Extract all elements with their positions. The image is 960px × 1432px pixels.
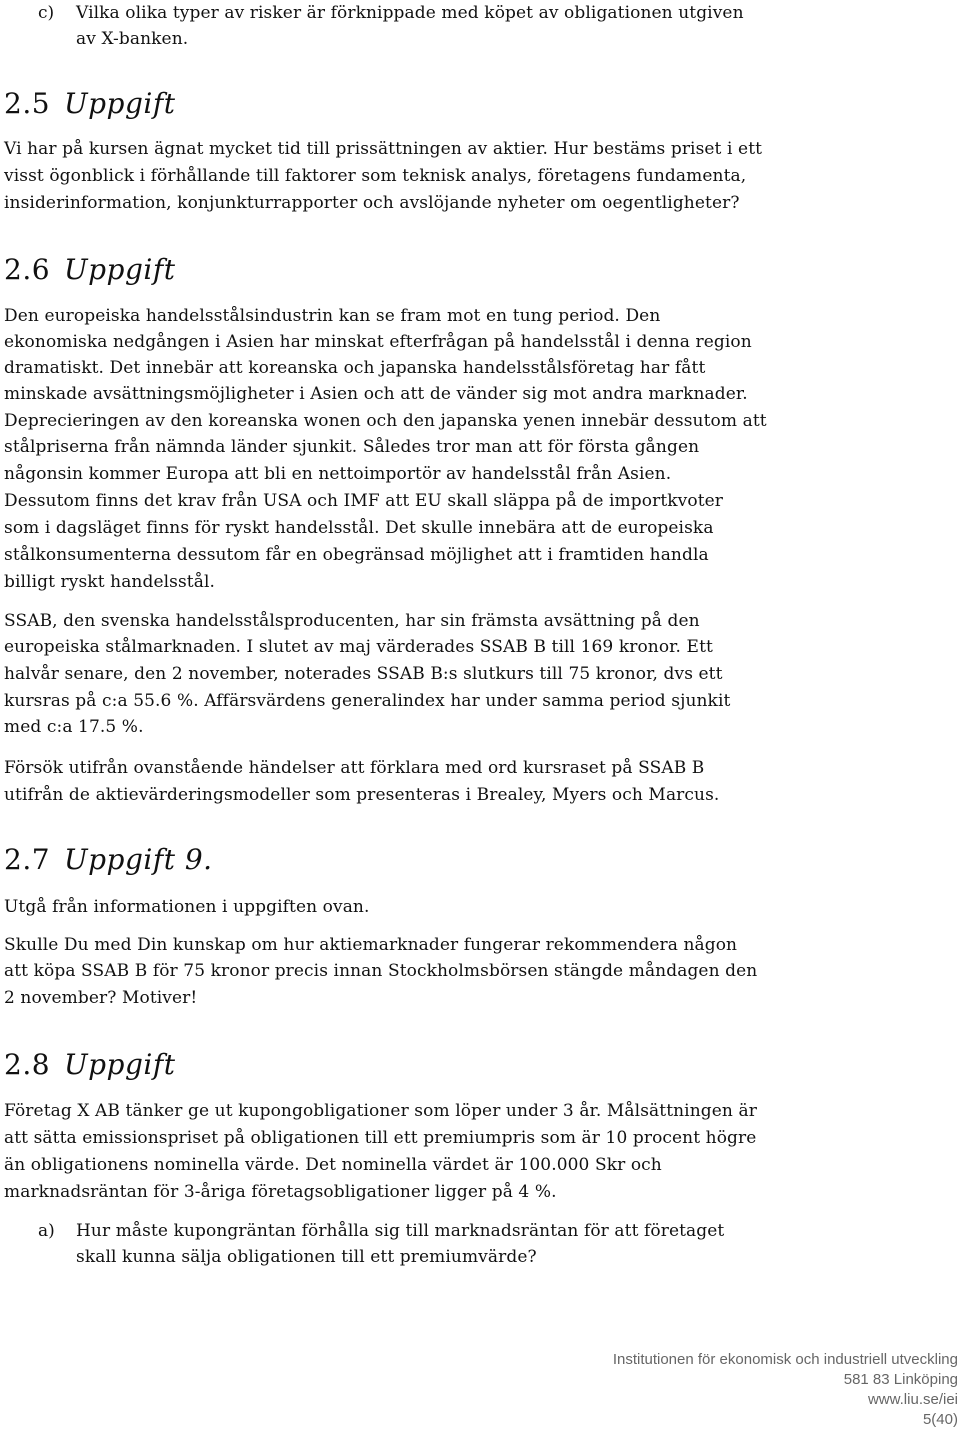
footer-page-number: 5(40) (922, 1411, 958, 1428)
section-2-6-p1-line: dramatiskt. Det innebär att koreanska och japanska handelsstålsföretag har fått (4, 358, 706, 378)
section-2-6-p1-line: billigt ryskt handelsstål. (4, 572, 216, 592)
section-2-8-p1-line: än obligationens nominella värde. Det nominella värdet är 100.000 Skr och (4, 1155, 662, 1175)
footer-institution: Institutionen för ekonomisk och industriell utveckling (612, 1351, 958, 1368)
section-2-5-line: visst ögonblick i förhållande till faktorer som teknisk analys, företagens fundamenta, (4, 166, 747, 186)
item-a-marker: a) (38, 1221, 55, 1241)
section-2-8-heading (4, 1047, 175, 1083)
section-2-5-line: insiderinformation, konjunkturrapporter och avslöjande nyheter om oegentligheter? (4, 193, 740, 213)
section-2-7-p2-line: 2 november? Motiver! (4, 988, 198, 1008)
item-c-marker: c) (38, 3, 55, 23)
section-2-6-p2-line: europeiska stålmarknaden. I slutet av maj värderades SSAB B till 169 kronor. Ett (4, 637, 713, 657)
section-2-5-line: Vi har på kursen ägnat mycket tid till prissättningen av aktier. Hur bestäms priset i ett (4, 139, 763, 159)
section-2-6-p1-line: stålpriserna från nämnda länder sjunkit. Således tror man att för första gången (4, 437, 700, 457)
section-2-8-p1-line: marknadsräntan för 3-åriga företagsobligationer ligger på 4 %. (4, 1182, 557, 1202)
section-2-6-p1-line: Den europeiska handelsstålsindustrin kan se fram mot en tung period. Den (4, 306, 661, 326)
section-2-7-p2-line: att köpa SSAB B för 75 kronor precis innan Stockholmsbörsen stängde måndagen den (4, 961, 758, 981)
section-number: 2.6 (4, 253, 51, 286)
section-number: 2.8 (4, 1048, 51, 1081)
section-2-6-p1-line: Dessutom finns det krav från USA och IMF att EU skall släppa på de importkvoter (4, 491, 724, 511)
section-2-6-p3-line: Försök utifrån ovanstående händelser att förklara med ord kursraset på SSAB B (4, 758, 705, 778)
section-2-6-p1-line: ekonomiska nedgången i Asien har minskat efterfrågan på handelsstål i denna region (4, 332, 752, 352)
section-title: Uppgift (64, 87, 176, 120)
footer-address: 581 83 Linköping (843, 1371, 958, 1388)
item-a-line: Hur måste kupongräntan förhålla sig till marknadsräntan för att företaget (76, 1221, 725, 1241)
item-c-line: av X-banken. (76, 29, 189, 49)
item-c-line: Vilka olika typer av risker är förknippade med köpet av obligationen utgiven (76, 3, 744, 23)
section-2-6-p2-line: kursras på c:a 55.6 %. Affärsvärdens generalindex har under samma period sjunkit (4, 691, 731, 711)
section-2-8-p1-line: att sätta emissionspriset på obligationen till ett premiumpris som är 10 procent högre (4, 1128, 757, 1148)
section-2-6-p2-line: SSAB, den svenska handelsstålsproducenten, har sin främsta avsättning på den (4, 611, 700, 631)
section-2-7-p2-line: Skulle Du med Din kunskap om hur aktiemarknader fungerar rekommendera någon (4, 935, 738, 955)
section-number: 2.7 (4, 843, 51, 876)
section-title: Uppgift (64, 253, 176, 286)
footer-website-link[interactable]: www.liu.se/iei (867, 1391, 958, 1408)
item-a-line: skall kunna sälja obligationen till ett premiumvärde? (76, 1247, 537, 1267)
section-2-6-p1-line: stålkonsumenterna dessutom får en obegränsad möjlighet att i framtiden handla (4, 545, 709, 565)
section-number: 2.5 (4, 87, 51, 120)
section-2-6-heading (4, 252, 175, 288)
section-2-6-p2-line: med c:a 17.5 %. (4, 717, 144, 737)
section-2-6-p2-line: halvår senare, den 2 november, noterades SSAB B:s slutkurs till 75 kronor, dvs ett (4, 664, 723, 684)
section-2-8-p1-line: Företag X AB tänker ge ut kupongobligationer som löper under 3 år. Målsättningen är (4, 1101, 757, 1121)
section-title: Uppgift (64, 1048, 176, 1081)
section-2-7-p1-line: Utgå från informationen i uppgiften ovan. (4, 897, 370, 917)
section-2-5-heading (4, 86, 175, 122)
section-2-6-p1-line: minskade avsättningsmöjligheter i Asien och att de vänder sig mot andra marknader. (4, 384, 748, 404)
section-2-6-p3-line: utifrån de aktievärderingsmodeller som presenteras i Brealey, Myers och Marcus. (4, 785, 720, 805)
section-title: Uppgift 9. (64, 843, 213, 876)
section-2-6-p1-line: Deprecieringen av den koreanska wonen och den japanska yenen innebär dessutom att (4, 411, 767, 431)
section-2-6-p1-line: någonsin kommer Europa att bli en nettoimportör av handelsstål från Asien. (4, 464, 672, 484)
section-2-7-heading (4, 842, 213, 878)
section-2-6-p1-line: som i dagsläget finns för ryskt handelsstål. Det skulle innebära att de europeiska (4, 518, 714, 538)
